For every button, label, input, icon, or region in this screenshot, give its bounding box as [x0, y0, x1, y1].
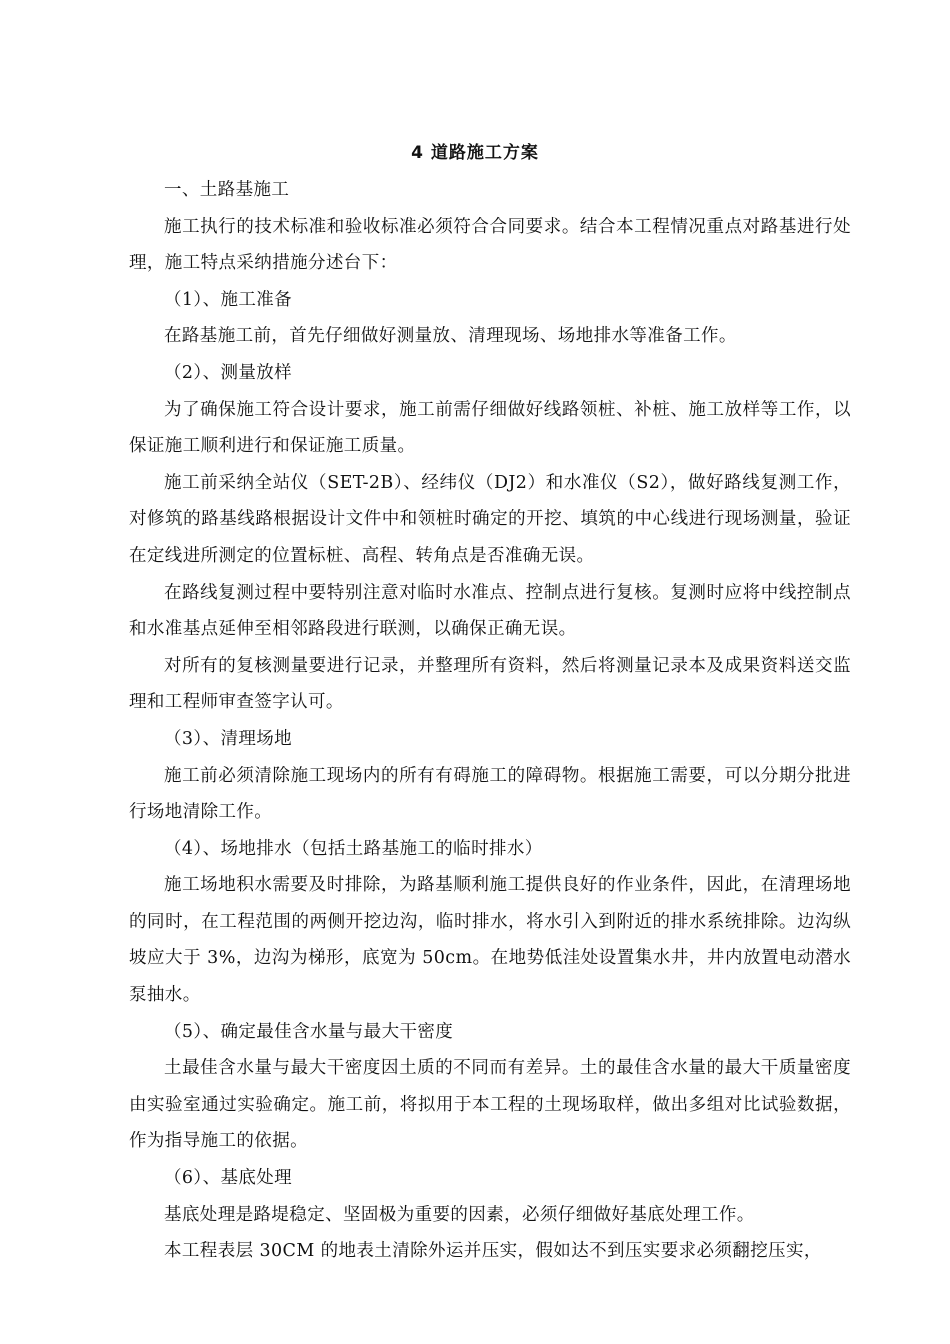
subheading-preparation: （1）、施工准备	[164, 289, 293, 310]
paragraph-base-treatment-1: 基底处理是路堤稳定、坚固极为重要的因素，必须仔细做好基底处理工作。	[164, 1204, 755, 1225]
subheading-moisture-density: （5）、确定最佳含水量与最大干密度	[164, 1021, 454, 1042]
paragraph-survey-2: 施工前采纳全站仪（SET-2B）、经纬仪（DJ2）和水准仪（S2），做好路线复测工作，对修筑的路基线路根据设计文件中和领桩时确定的开挖、填筑的中心线进行现场测量，验证在定线进所测定的位置标桩、高程、转角点是否准确无误。	[129, 472, 851, 566]
section-heading-roadbed: 一、土路基施工	[164, 180, 290, 200]
subheading-site-clearing: （3）、清理场地	[164, 728, 293, 749]
paragraph-moisture-density: 土最佳含水量与最大干密度因土质的不同而有差异。土的最佳含水量的最大干质量密度由实验室通过实验确定。施工前，将拟用于本工程的土现场取样，做出多组对比试验数据，作为指导施工的依据。	[129, 1058, 851, 1152]
paragraph-standards: 施工执行的技术标准和验收标准必须符合合同要求。结合本工程情况重点对路基进行处理，施工特点采纳措施分述台下：	[129, 216, 851, 274]
paragraph-survey-3: 在路线复测过程中要特别注意对临时水准点、控制点进行复核。复测时应将中线控制点和水准基点延伸至相邻路段进行联测，以确保正确无误。	[129, 582, 851, 640]
paragraph-survey-4: 对所有的复核测量要进行记录，并整理所有资料，然后将测量记录本及成果资料送交监理和工程师审查签字认可。	[129, 655, 851, 713]
subheading-base-treatment: （6）、基底处理	[164, 1168, 293, 1189]
page-title: 4 道路施工方案	[411, 143, 539, 163]
paragraph-preparation: 在路基施工前，首先仔细做好测量放、清理现场、场地排水等准备工作。	[164, 326, 737, 347]
paragraph-base-treatment-2: 本工程表层 30CM 的地表土清除外运并压实，假如达不到压实要求必须翻挖压实，	[164, 1241, 822, 1262]
subheading-survey: （2）、测量放样	[164, 362, 293, 383]
paragraph-site-clearing: 施工前必须清除施工现场内的所有有碍施工的障碍物。根据施工需要，可以分期分批进行场地清除工作。	[129, 765, 851, 823]
paragraph-survey-1: 为了确保施工符合设计要求，施工前需仔细做好线路领桩、补桩、施工放样等工作，以保证施工顺利进行和保证施工质量。	[129, 399, 851, 457]
paragraph-drainage: 施工场地积水需要及时排除，为路基顺利施工提供良好的作业条件，因此，在清理场地的同时，在工程范围的两侧开挖边沟，临时排水，将水引入到附近的排水系统排除。边沟纵坡应大于 3%，边沟为梯形，底宽为 50cm。在地势低洼处设置集水井，井内放置电动潜水泵抽水。	[129, 875, 851, 1006]
document-body	[129, 172, 851, 1270]
subheading-drainage: （4）、场地排水（包括土路基施工的临时排水）	[164, 838, 543, 859]
